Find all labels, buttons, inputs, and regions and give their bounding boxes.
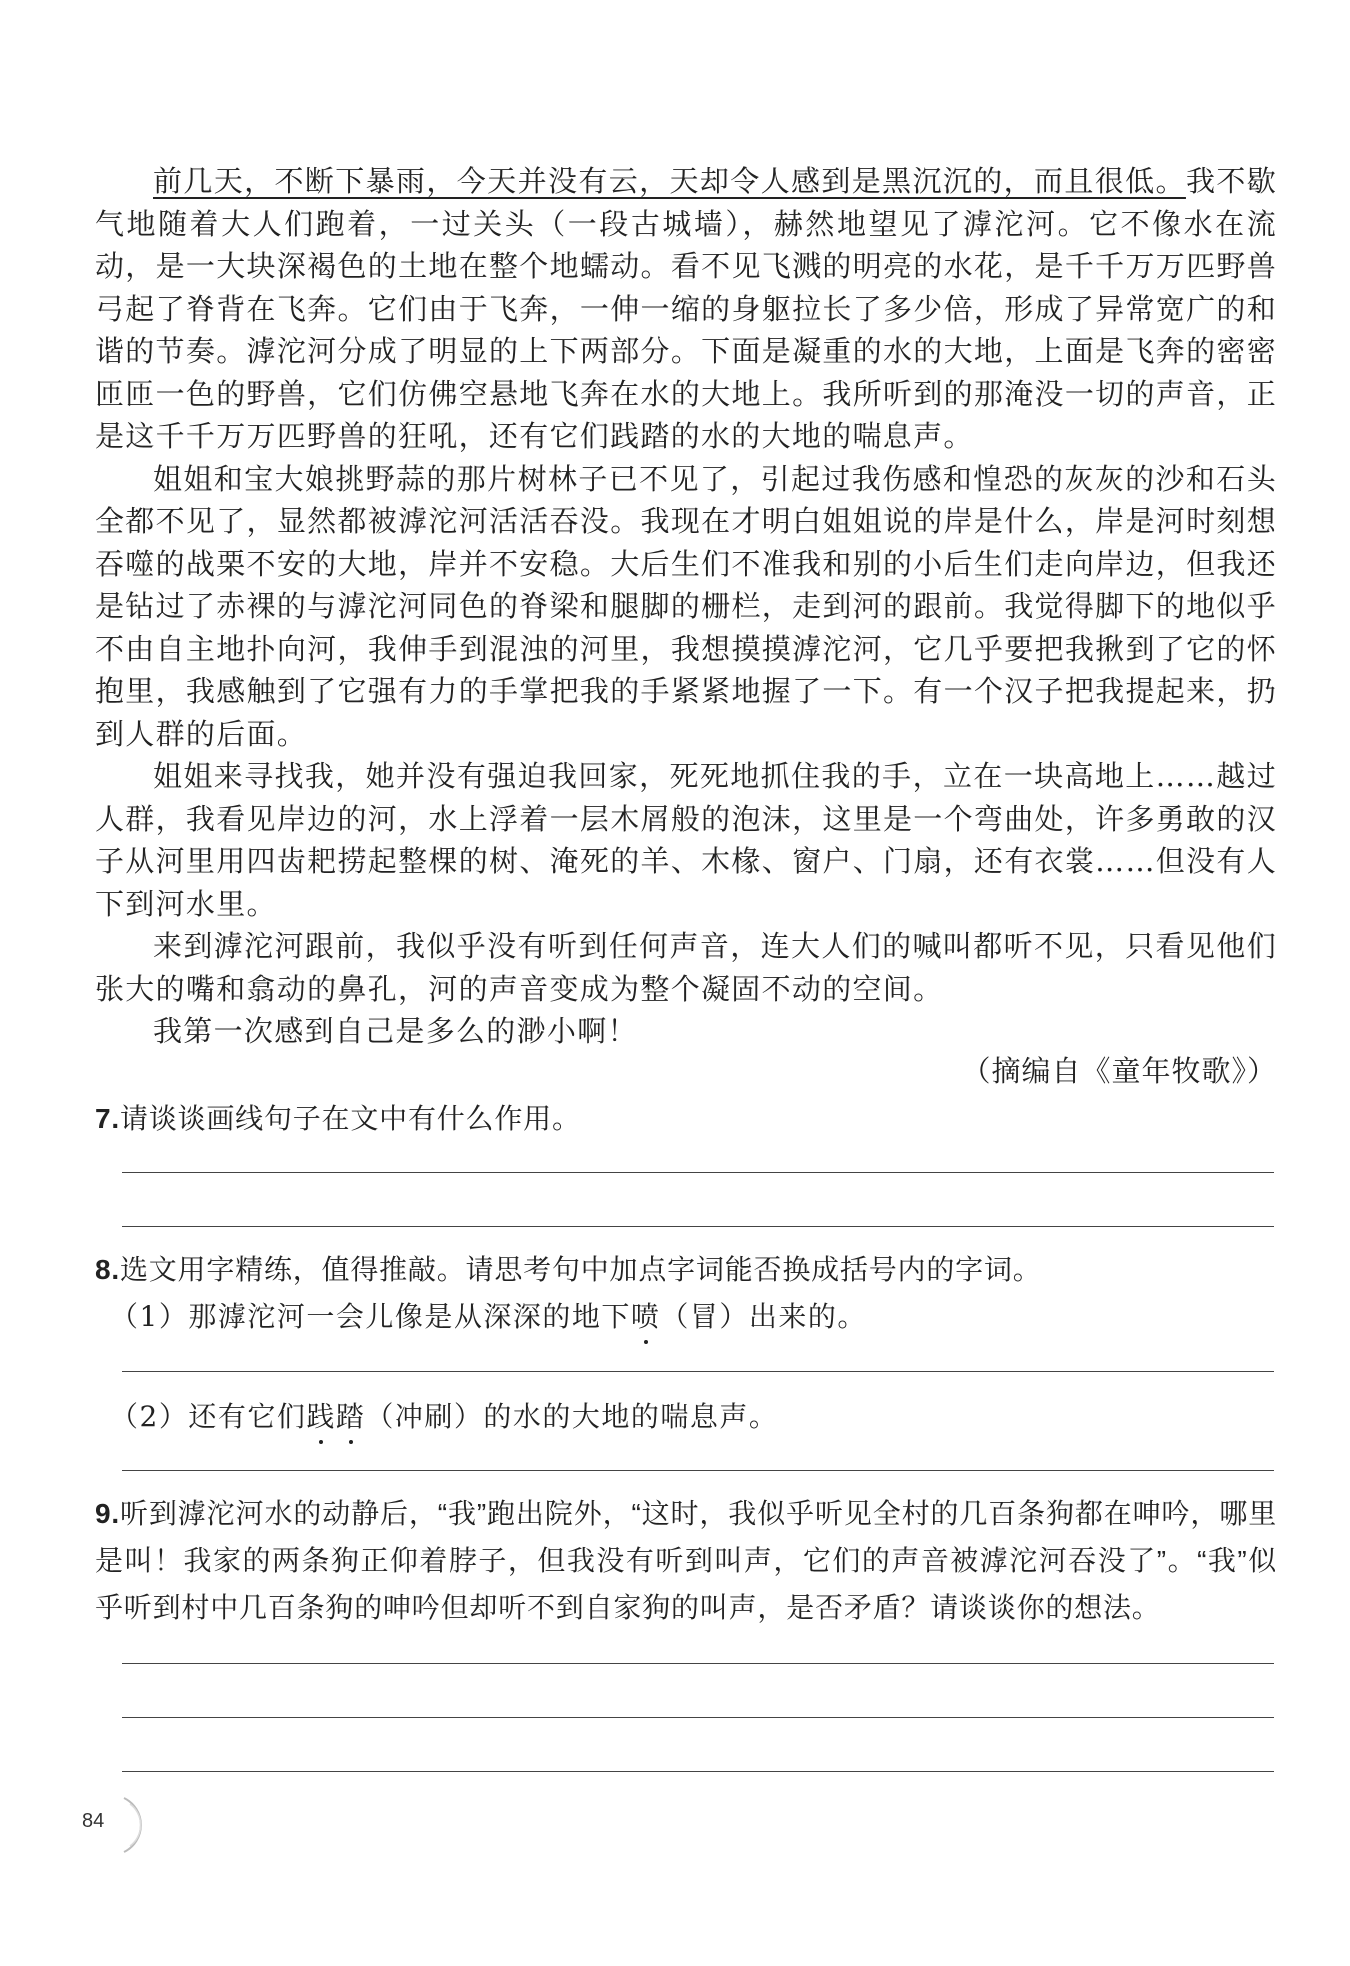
dotted-char: 喷 [631, 1296, 661, 1338]
paragraph-1-rest: 我不歇气地随着大人们跑着，一过关头（一段古城墙），赫然地望见了滹沱河。它不像水在流动，是一大块深褐色的土地在整个地蠕动。看不见飞溅的明亮的水花，是千千万万匹野兽弓起了脊背在飞奔。它们由于飞奔，一伸一缩的身躯拉长了多少倍，形成了异常宽广的和谐的节奏。滹沱河分成了明显的上下两部分。下面是凝重的水的大地，上面是飞奔的密密匝匝一色的野兽，它们仿佛空悬地飞奔在水的大地上。我所听到的那淹没一切的声音，正是这千千万万匹野兽的狂吼，还有它们践踏的水的大地的喘息声。 [95, 164, 1277, 453]
dotted-char: 践 [306, 1396, 336, 1438]
answer-line-q7-1[interactable] [122, 1172, 1274, 1173]
question-9 [95, 1490, 1277, 1631]
sub-1-text-after: （冒）出来的。 [660, 1300, 867, 1333]
question-8 [95, 1246, 1277, 1293]
answer-line-q8-2[interactable] [122, 1470, 1274, 1471]
passage-paragraph-3: 姐姐来寻找我，她并没有强迫我回家，死死地抓住我的手，立在一块高地上……越过人群，我看见岸边的河，水上浮着一层木屑般的泡沫，这里是一个弯曲处，许多勇敢的汉子从河里用四齿耙捞起整棵的树、淹死的羊、木椽、窗户、门扇，还有衣裳……但没有人下到河水里。 [95, 759, 1277, 921]
passage-paragraph-1 [95, 160, 1277, 458]
sub-2-text-after: （冲刷）的水的大地的喘息声。 [365, 1400, 779, 1433]
question-8-sub-2 [110, 1396, 778, 1438]
passage-paragraph-2: 姐姐和宝大娘挑野蒜的那片树林子已不见了，引起过我伤感和惶恐的灰灰的沙和石头全都不见了，显然都被滹沱河活活吞没。我现在才明白姐姐说的岸是什么，岸是河时刻想吞噬的战栗不安的大地，岸并不安稳。大后生们不准我和别的小后生们走向岸边，但我还是钻过了赤裸的与滹沱河同色的脊梁和腿脚的栅栏，走到河的跟前。我觉得脚下的地似乎不由自主地扑向河，我伸手到混浊的河里，我想摸摸滹沱河，它几乎要把我揪到了它的怀抱里，我感触到了它强有力的手掌把我的手紧紧地握了一下。有一个汉子把我提起来，扔到人群的后面。 [95, 461, 1277, 751]
reading-passage [95, 160, 1277, 1053]
passage-source: （摘编自《童年牧歌》） [961, 1054, 1277, 1088]
sub-1-text: （1）那滹沱河一会儿像是从深深的地下 [110, 1300, 631, 1333]
question-7-text: 请谈谈画线句子在文中有什么作用。 [119, 1103, 581, 1134]
answer-line-q9-3[interactable] [122, 1771, 1274, 1772]
underlined-sentence: 前几天，不断下暴雨，今天并没有云，天却令人感到是黑沉沉的，而且很低。 [153, 164, 1186, 198]
question-7-number: 7. [95, 1103, 120, 1134]
passage-paragraph-5: 我第一次感到自己是多么的渺小啊！ [153, 1014, 638, 1048]
answer-line-q9-2[interactable] [122, 1717, 1274, 1718]
question-9-text: 听到滹沱河水的动静后，“我”跑出院外，“这时，我似乎听见全村的几百条狗都在呻吟，哪里是叫！我家的两条狗正仰着脖子，但我没有听到叫声，它们的声音被滹沱河吞没了”。“我”似乎听到村中几百条狗的呻吟但却听不到自家狗的叫声，是否矛盾？请谈谈你的想法。 [95, 1498, 1277, 1623]
page-number: 84 [82, 1810, 105, 1832]
question-8-number: 8. [95, 1254, 120, 1285]
sub-2-text: （2）还有它们 [110, 1400, 307, 1433]
dotted-char: 踏 [336, 1396, 366, 1438]
passage-paragraph-4: 来到滹沱河跟前，我似乎没有听到任何声音，连大人们的喊叫都听不见，只看见他们张大的嘴和翕动的鼻孔，河的声音变成为整个凝固不动的空间。 [95, 929, 1277, 1006]
answer-line-q9-1[interactable] [122, 1663, 1274, 1664]
question-7 [95, 1095, 1277, 1142]
answer-line-q8-1[interactable] [122, 1371, 1274, 1372]
question-9-number: 9. [95, 1498, 120, 1529]
question-8-text: 选文用字精练，值得推敲。请思考句中加点字词能否换成括号内的字词。 [119, 1254, 1042, 1285]
answer-line-q7-2[interactable] [122, 1226, 1274, 1227]
question-8-sub-1 [110, 1296, 867, 1338]
